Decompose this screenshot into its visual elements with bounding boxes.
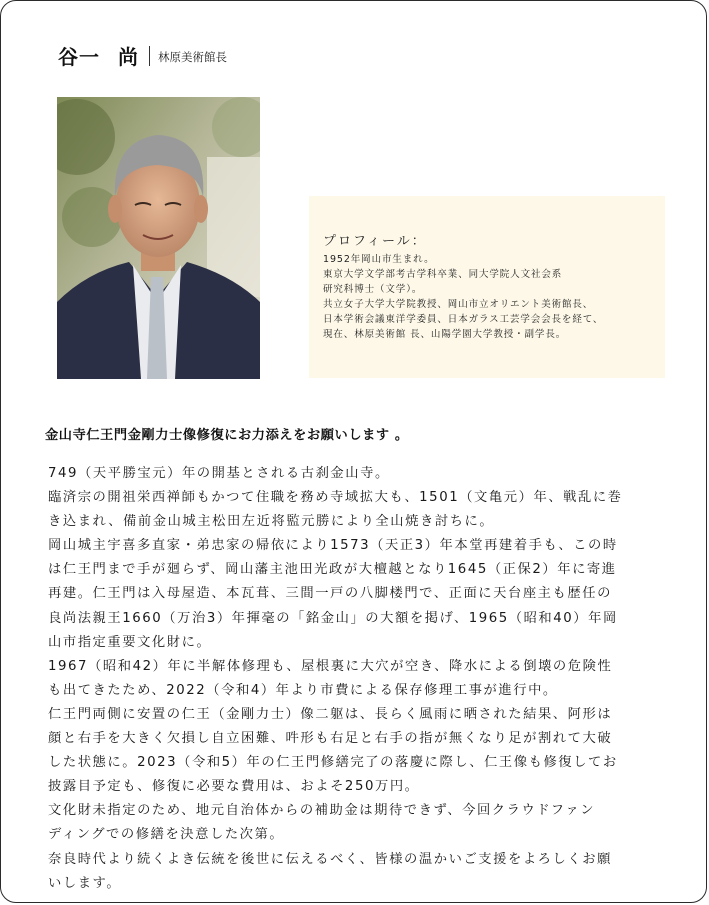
body-line: 文化財未指定のため、地元自治体からの補助金は期待できず、今回クラウドファン [48, 803, 596, 819]
profile-line: 研究科博士（文学）。 [323, 284, 423, 295]
body-line: ディングでの修繕を決意した次第。 [48, 827, 285, 843]
body-line: 1967（昭和42）年に半解体修理も、屋根裏に大穴が空き、降水による倒壊の危険性 [48, 658, 613, 674]
name-header [58, 41, 227, 70]
body-line: 岡山城主宇喜多直家・弟忠家の帰依により1573（天正3）年本堂再建着手も、この時 [48, 538, 618, 554]
appeal-body [48, 462, 672, 896]
profile-title: プロフィール： [323, 234, 427, 249]
person-name [58, 41, 139, 70]
body-line: 仁王門両側に安置の仁王（金剛力士）像二躯は、長らく風雨に晒された結果、阿形は [48, 706, 613, 722]
body-line: も出てきたため、2022（令和4）年より市費による保存修理工事が進行中。 [48, 682, 558, 698]
body-line: 良尚法親王1660（万治3）年揮毫の「銘金山」の大額を掲げ、1965（昭和40）年岡 [48, 610, 618, 626]
body-line: 顔と右手を大きく欠損し自立困難、吽形も右足と右手の指が無くなり足が割れて大破 [48, 731, 613, 747]
body-line: は仁王門まで手が廻らず、岡山藩主池田光政が大檀越となり1645（正保2）年に寄進 [48, 562, 617, 578]
profile-box [309, 196, 665, 378]
body-line: 再建。仁王門は入母屋造、本瓦葺、三間一戸の八脚楼門で、正面に天台座主も歴任の [48, 586, 612, 602]
body-line: いします。 [48, 875, 122, 891]
affiliation: 林原美術館長 [158, 49, 227, 64]
profile-line: 現在、林原美術館 長、山陽学園大学教授・副学長。 [323, 329, 567, 340]
body-line: き込まれ、備前金山城主松田左近将監元勝により全山焼き討ちに。 [48, 514, 495, 530]
profile-line: 1952年岡山市生まれ。 [323, 254, 435, 265]
body-line: 奈良時代より続くよき伝統を後世に伝えるべく、皆様の温かいご支援をよろしくお願 [48, 851, 612, 867]
name-given: 尚 [118, 45, 139, 69]
body-line: した状態に。2023（令和5）年の仁王門修繕完了の落慶に際し、仁王像も修復してお [48, 755, 618, 771]
appeal-headline: 金山寺仁王門金剛力士像修復にお力添えをお願いします 。 [45, 428, 409, 443]
profile-line: 共立女子大学大学院教授、岡山市立オリエント美術館長、 [323, 299, 594, 310]
name-family: 谷一 [58, 45, 100, 69]
portrait-photo [57, 97, 260, 379]
profile-line: 東京大学文学部考古学科卒業、同大学院人文社会系 [323, 269, 563, 280]
body-line: 披露目予定も、修復に必要な費用は、およそ250万円。 [48, 779, 420, 795]
body-line: 臨済宗の開祖栄西禅師もかつて住職を務め寺域拡大も、1501（文亀元）年、戦乱に巻 [48, 490, 623, 506]
body-line: 749（天平勝宝元）年の開基とされる古刹金山寺。 [48, 466, 390, 481]
body-line: 山市指定重要文化財に。 [48, 634, 212, 650]
name-divider [149, 46, 150, 66]
profile-line: 日本学術会議東洋学委員、日本ガラス工芸学会会長を経て、 [323, 314, 604, 325]
